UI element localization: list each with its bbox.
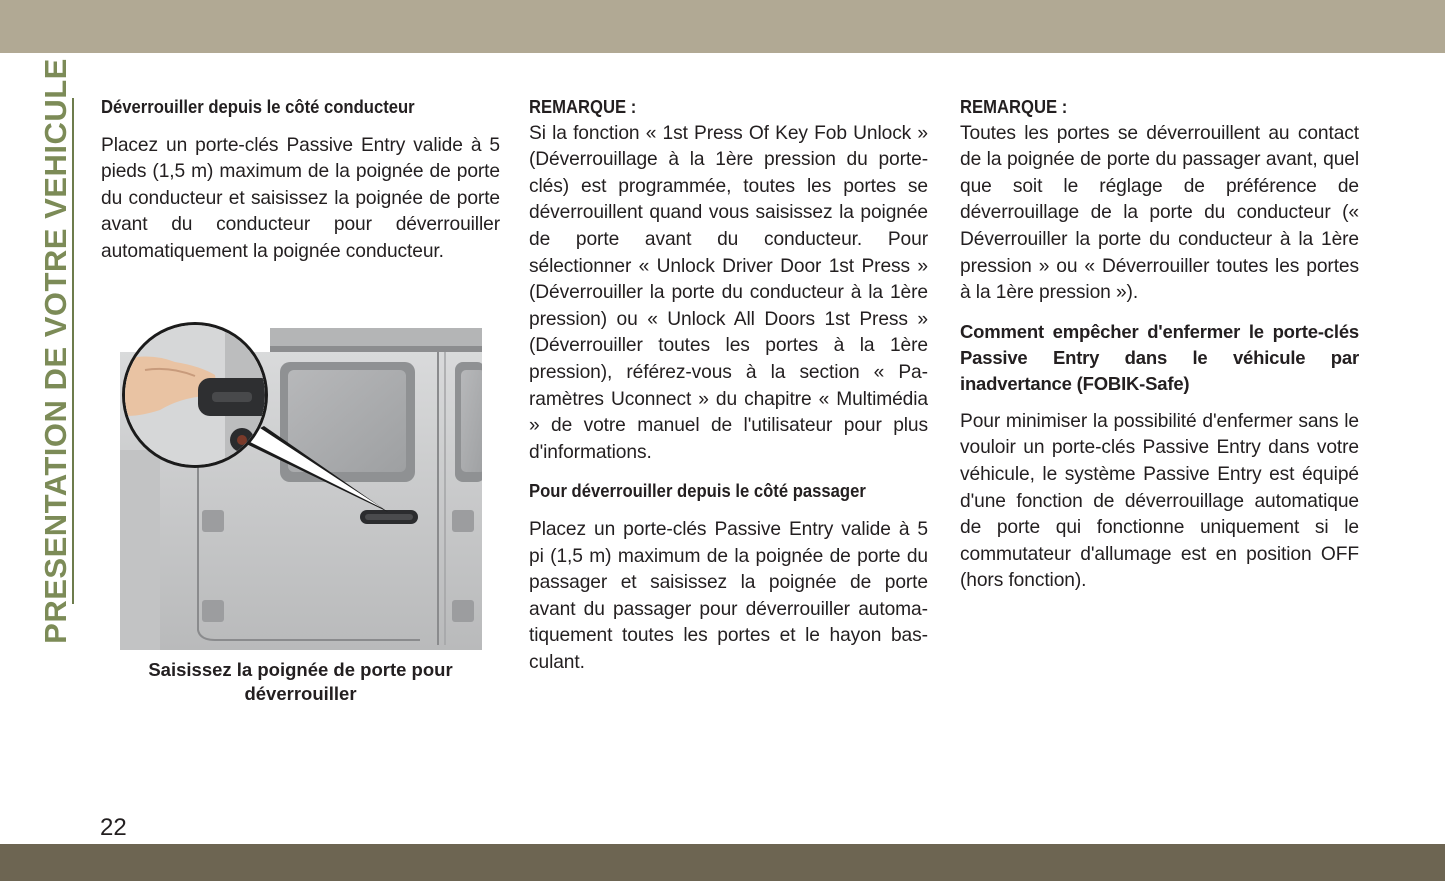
note-label-right: REMARQUE : xyxy=(960,96,1068,117)
door-handle-illustration xyxy=(120,300,482,650)
side-title-text: PRESENTATION DE VOTRE VEHICULE xyxy=(38,58,73,644)
passenger-side-heading: Pour déverrouiller depuis le côté passager xyxy=(529,480,866,502)
page-number: 22 xyxy=(100,814,127,841)
driver-side-heading: Déverrouiller depuis le côté conducteur xyxy=(101,96,415,117)
note-label-middle: REMARQUE : xyxy=(529,96,637,117)
driver-side-paragraph: Placez un porte-clés Passive Entry valide à 5 pieds (1,5 m) maximum de la poignée de porte du conducteur et saisissez la poignée de porte avant du conducteur pour déverrouiller automatiquement la poignée conducteur. xyxy=(101,134,500,262)
footer-band xyxy=(0,844,1445,881)
passenger-side-paragraph: Placez un porte-clés Passive Entry valide à 5 pi (1,5 m) maximum de la poignée de porte du passager et saisissez la poignée de porte avant du passager pour déverrouiller automatiquement toutes les portes et le hayon basculant. xyxy=(529,518,928,673)
vehicle-door-svg xyxy=(120,300,482,650)
note-text-middle: Si la fonction « 1st Press Of Key Fob Unlock » (Déverrouillage à la 1ère pression du porte-clés) est programmée, toutes les portes se déverrouillent quand vous saisissez la poignée de porte avant du conducteur. Pour sélectionner « Unlock Driver Door 1st Press » (Déverrouiller la porte du conducteur à la 1ère pression) ou « Unlock All Doors 1st Press » (Déverrouiller toutes les portes à la 1ère pression), référez-vous à la section « Paramètres Uconnect » du chapitre « Multimédia » de votre manuel de l'utilisateur pour plus d'informations. xyxy=(529,122,928,463)
column-middle xyxy=(529,94,928,676)
section-side-title xyxy=(38,58,74,644)
fobik-safe-paragraph: Pour minimiser la possibilité d'enfermer sans le vouloir un porte-clés Passive Entry dans votre véhicule, le système Passive Entry est équipé d'une fonction de déverrouillage automatique de porte qui fonctionne uniquement si le commutateur d'allumage est en position OFF (hors fonction). xyxy=(960,410,1359,592)
figure-caption: Saisissez la poignée de porte pour déverrouiller xyxy=(148,659,453,704)
note-text-right: Toutes les portes se déverrouillent au contact de la poignée de porte du passager avant, quel que soit le réglage de préférence de déverrouillage de la porte du conducteur (« Déverrouiller la porte du conducteur à la 1ère pression » ou « Déverrouiller toutes les portes à la 1ère pression »). xyxy=(960,122,1359,304)
column-left xyxy=(101,94,500,266)
header-band xyxy=(0,0,1445,53)
column-right xyxy=(960,94,1359,595)
fobik-safe-heading: Comment empêcher d'enfermer le porte-clés Passive Entry dans le véhicule par inadvertance (FOBIK-Safe) xyxy=(960,320,1359,394)
